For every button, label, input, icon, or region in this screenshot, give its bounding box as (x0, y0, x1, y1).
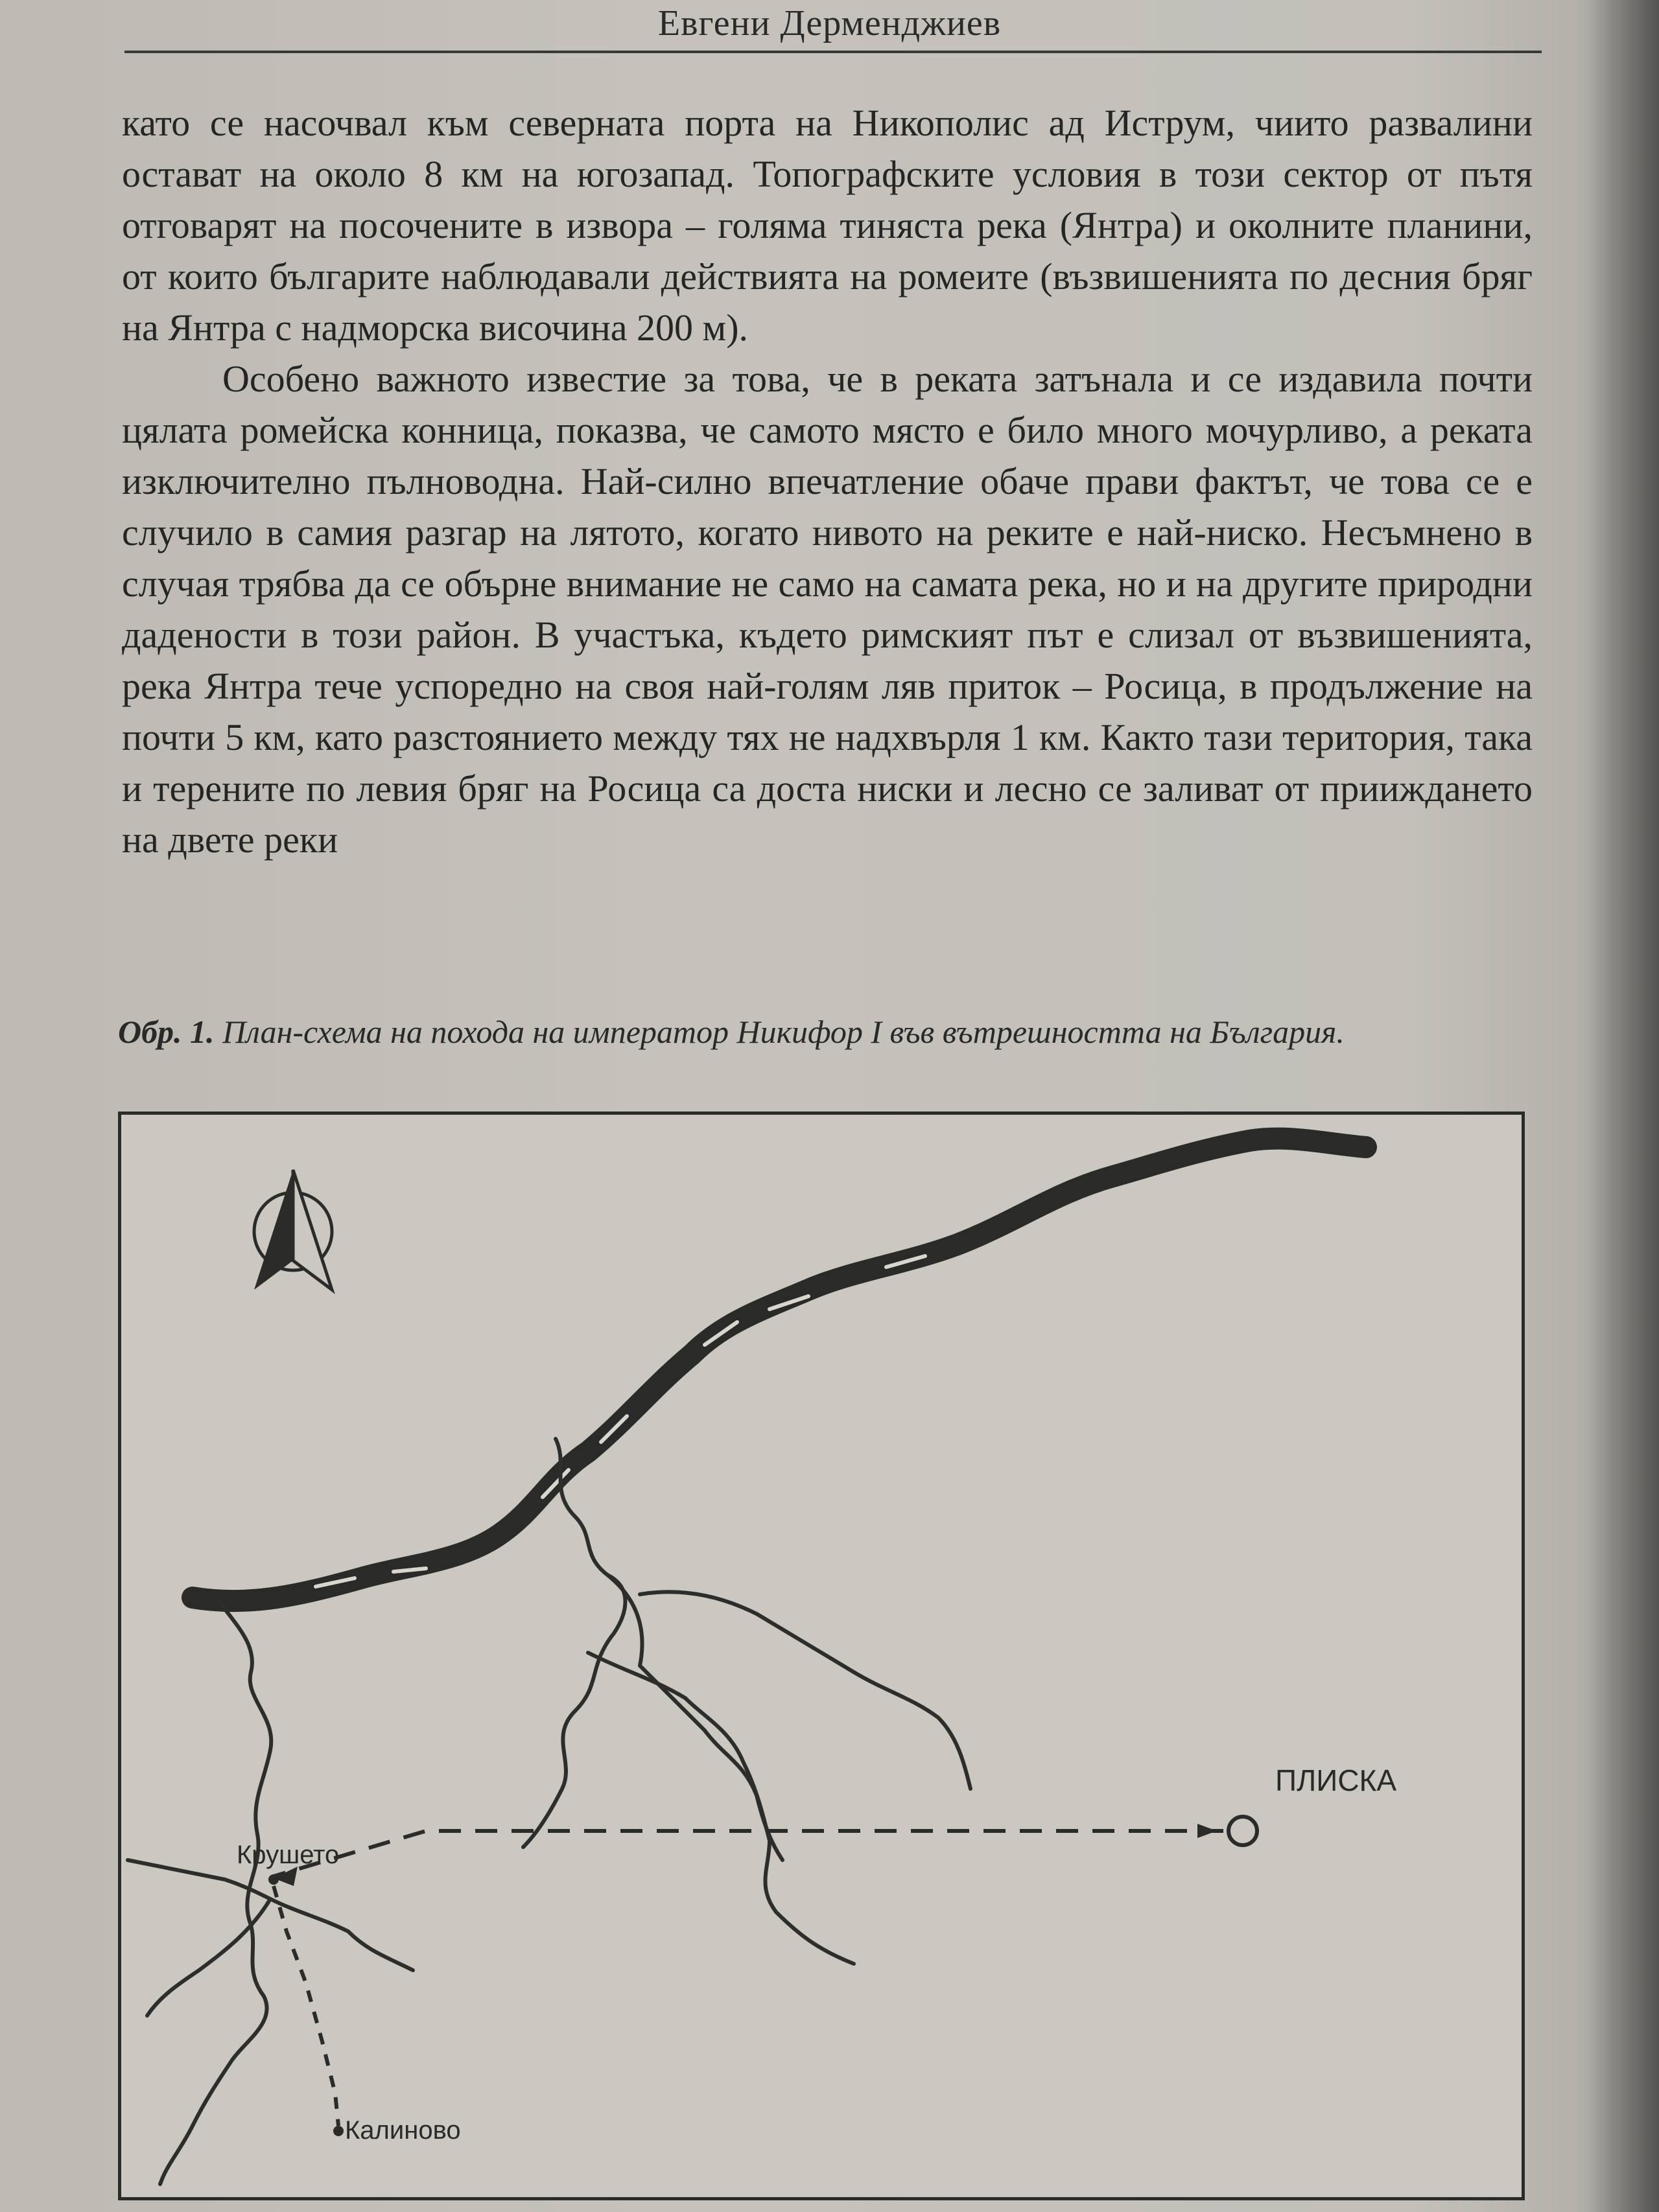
page-edge-shadow (1588, 0, 1659, 2212)
paragraph-1: като се насочвал към северната порта на Никополис ад Иструм, чиито развалини остават на около 8 км на югозапад. Топографските условия в този сектор от пътя отговарят на посочените в извора – голяма тиняста река (Янтра) и околните планини, от които българите наблюдавали действията на ромеите (възвишенията по десния бряг на Янтра с надморска височина 200 м). (122, 102, 1533, 349)
map-label-kalinovo: Калиново (345, 2116, 461, 2145)
header-rule (124, 51, 1542, 53)
krusheto-marker (268, 1874, 279, 1885)
map-drawing (121, 1115, 1525, 2200)
route-arrow-east (1197, 1824, 1217, 1838)
caption-label: Обр. 1. (118, 1014, 215, 1050)
map-label-krusheto: Крушето (237, 1841, 340, 1869)
map-figure (118, 1112, 1525, 2200)
caption-text: План-схема на похода на император Никифор I във вътрешността на България. (214, 1014, 1345, 1050)
north-arrow-icon (254, 1170, 332, 1290)
pliska-marker (1229, 1817, 1257, 1845)
map-label-pliska: ПЛИСКА (1275, 1764, 1397, 1797)
figure-caption (118, 1011, 1544, 1053)
route-lines (274, 1831, 1223, 2126)
kalinovo-marker (333, 2126, 344, 2136)
tributaries (128, 1439, 971, 2184)
body-text (122, 97, 1533, 865)
running-head: Евгени Дерменджиев (657, 3, 1002, 43)
main-river (193, 1139, 1366, 1601)
paragraph-2: Особено важното известие за това, че в реката затънала и се издавила почти цялата ромейска конница, показва, че самото място е било много мочурливо, а реката изключително пълноводна. Най-силно впечатление обаче прави фактът, че това се е случило в самия разгар на лятото, когато нивото на реките е най-ниско. Несъмнено в случая трябва да се обърне внимание не само на самата река, но и на другите природни дадености в този район. В участъка, където римският път е слизал от възвишенията, река Янтра тече успоредно на своя най-голям ляв приток – Росица, в продължение на почти 5 км, като разстоянието между тях не надхвърля 1 км. Както тази територия, така и терените по левия бряг на Росица са доста ниски и лесно се заливат от прииждането на двете реки (122, 358, 1533, 861)
